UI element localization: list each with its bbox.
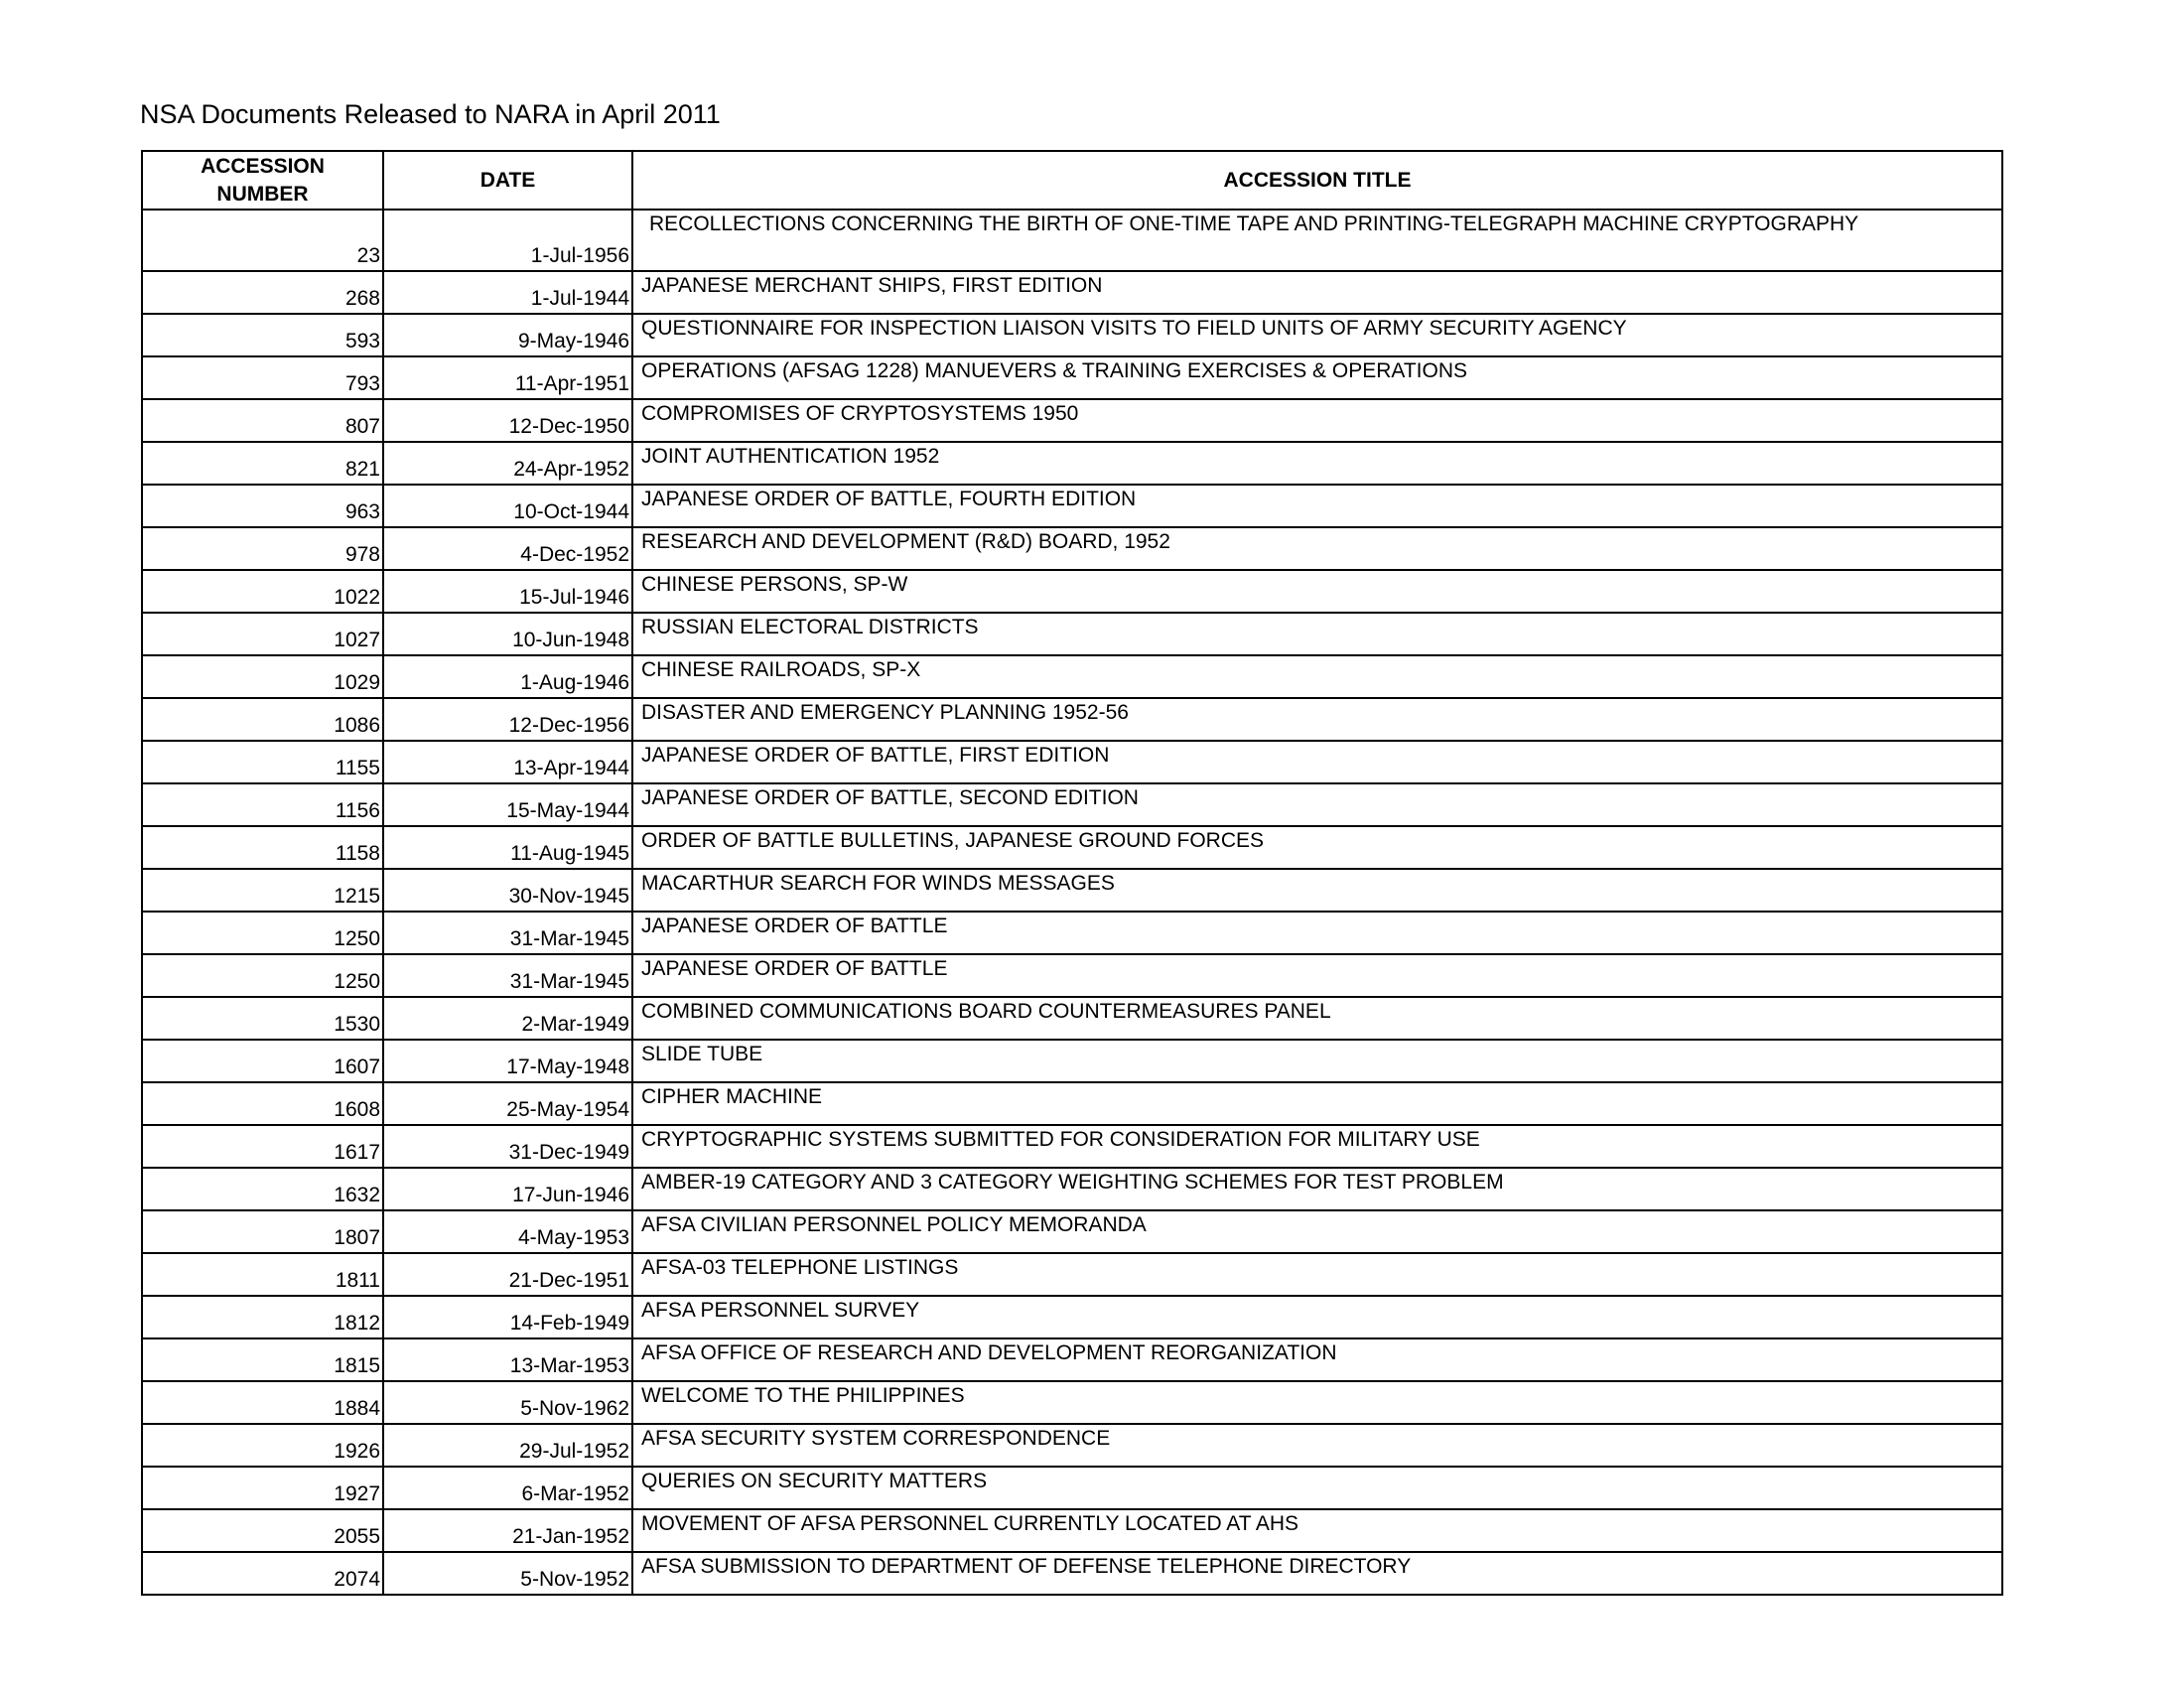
table-row [142,954,2002,997]
date-cell: 1-Jul-1944 [383,271,632,314]
table-row [142,1381,2002,1424]
accession-title-cell: RUSSIAN ELECTORAL DISTRICTS [632,613,2002,655]
accession-number-cell: 807 [142,399,383,442]
table-row [142,1467,2002,1509]
page-title: NSA Documents Released to NARA in April 2011 [140,99,721,129]
accession-number-cell: 793 [142,356,383,399]
accession-title-cell: JAPANESE ORDER OF BATTLE, FOURTH EDITION [632,485,2002,527]
accession-title-cell: AFSA SECURITY SYSTEM CORRESPONDENCE [632,1424,2002,1467]
accession-title-cell: AFSA SUBMISSION TO DEPARTMENT OF DEFENSE TELEPHONE DIRECTORY [632,1552,2002,1595]
accession-title-cell: JAPANESE MERCHANT SHIPS, FIRST EDITION [632,271,2002,314]
accession-number-cell: 1884 [142,1381,383,1424]
accession-title-cell: JOINT AUTHENTICATION 1952 [632,442,2002,485]
date-cell: 17-May-1948 [383,1040,632,1082]
date-cell: 2-Mar-1949 [383,997,632,1040]
date-cell: 6-Mar-1952 [383,1467,632,1509]
date-cell: 31-Mar-1945 [383,954,632,997]
accession-title-cell: JAPANESE ORDER OF BATTLE [632,912,2002,954]
accession-number-cell: 1632 [142,1168,383,1210]
accession-number-cell: 1027 [142,613,383,655]
date-cell: 1-Aug-1946 [383,655,632,698]
accession-title-cell: AFSA PERSONNEL SURVEY [632,1296,2002,1338]
date-cell: 15-May-1944 [383,783,632,826]
date-cell: 11-Aug-1945 [383,826,632,869]
accession-number-cell: 2055 [142,1509,383,1552]
header-accession-number: ACCESSION NUMBER [142,151,383,210]
accession-title-cell: MACARTHUR SEARCH FOR WINDS MESSAGES [632,869,2002,912]
accession-number-cell: 1250 [142,912,383,954]
table-row [142,210,2002,271]
accession-title-cell: CIPHER MACHINE [632,1082,2002,1125]
accession-title-cell: QUESTIONNAIRE FOR INSPECTION LIAISON VISITS TO FIELD UNITS OF ARMY SECURITY AGENCY [632,314,2002,356]
table-row [142,1253,2002,1296]
date-cell: 11-Apr-1951 [383,356,632,399]
accession-title-cell: QUERIES ON SECURITY MATTERS [632,1467,2002,1509]
date-cell: 15-Jul-1946 [383,570,632,613]
accession-title-cell: DISASTER AND EMERGENCY PLANNING 1952-56 [632,698,2002,741]
accession-title-cell: JAPANESE ORDER OF BATTLE, SECOND EDITION [632,783,2002,826]
header-accession-title: ACCESSION TITLE [632,151,2002,210]
table-row [142,783,2002,826]
date-cell: 24-Apr-1952 [383,442,632,485]
table-row [142,442,2002,485]
date-cell: 14-Feb-1949 [383,1296,632,1338]
date-cell: 17-Jun-1946 [383,1168,632,1210]
table-row [142,869,2002,912]
table-header-row [142,151,2002,210]
date-cell: 13-Mar-1953 [383,1338,632,1381]
accession-number-cell: 1156 [142,783,383,826]
table-row [142,1210,2002,1253]
date-cell: 21-Jan-1952 [383,1509,632,1552]
table-row [142,826,2002,869]
date-cell: 4-Dec-1952 [383,527,632,570]
accession-number-cell: 1250 [142,954,383,997]
accession-title-cell: JAPANESE ORDER OF BATTLE [632,954,2002,997]
accession-title-cell: COMPROMISES OF CRYPTOSYSTEMS 1950 [632,399,2002,442]
table-row [142,655,2002,698]
table-row [142,1040,2002,1082]
table-row [142,698,2002,741]
table-row [142,912,2002,954]
table-row [142,485,2002,527]
date-cell: 25-May-1954 [383,1082,632,1125]
date-cell: 12-Dec-1956 [383,698,632,741]
accession-number-cell: 1608 [142,1082,383,1125]
accession-title-cell: RESEARCH AND DEVELOPMENT (R&D) BOARD, 1952 [632,527,2002,570]
table-row [142,1424,2002,1467]
date-cell: 31-Mar-1945 [383,912,632,954]
accession-title-cell: SLIDE TUBE [632,1040,2002,1082]
date-cell: 31-Dec-1949 [383,1125,632,1168]
table-row [142,997,2002,1040]
accession-number-cell: 821 [142,442,383,485]
table-row [142,1168,2002,1210]
date-cell: 21-Dec-1951 [383,1253,632,1296]
date-cell: 9-May-1946 [383,314,632,356]
date-cell: 13-Apr-1944 [383,741,632,783]
accession-title-cell: AFSA OFFICE OF RESEARCH AND DEVELOPMENT REORGANIZATION [632,1338,2002,1381]
accession-title-cell: OPERATIONS (AFSAG 1228) MANUEVERS & TRAINING EXERCISES & OPERATIONS [632,356,2002,399]
accession-number-cell: 1158 [142,826,383,869]
accession-title-cell: CRYPTOGRAPHIC SYSTEMS SUBMITTED FOR CONSIDERATION FOR MILITARY USE [632,1125,2002,1168]
accession-number-cell: 1155 [142,741,383,783]
accession-number-cell: 268 [142,271,383,314]
table-row [142,399,2002,442]
accession-number-cell: 1811 [142,1253,383,1296]
table-row [142,527,2002,570]
accession-title-cell: JAPANESE ORDER OF BATTLE, FIRST EDITION [632,741,2002,783]
accession-title-cell: CHINESE RAILROADS, SP-X [632,655,2002,698]
accession-number-cell: 1926 [142,1424,383,1467]
accession-title-cell: WELCOME TO THE PHILIPPINES [632,1381,2002,1424]
accession-number-cell: 1807 [142,1210,383,1253]
accession-number-cell: 1815 [142,1338,383,1381]
date-cell: 30-Nov-1945 [383,869,632,912]
table-row [142,1509,2002,1552]
accession-table [141,150,2003,1596]
table-row [142,1338,2002,1381]
date-cell: 10-Oct-1944 [383,485,632,527]
accession-number-cell: 1215 [142,869,383,912]
accession-number-cell: 963 [142,485,383,527]
accession-number-cell: 978 [142,527,383,570]
accession-title-cell: MOVEMENT OF AFSA PERSONNEL CURRENTLY LOCATED AT AHS [632,1509,2002,1552]
accession-number-cell: 1086 [142,698,383,741]
accession-number-cell: 1530 [142,997,383,1040]
date-cell: 5-Nov-1952 [383,1552,632,1595]
date-cell: 10-Jun-1948 [383,613,632,655]
accession-number-cell: 1812 [142,1296,383,1338]
accession-number-cell: 593 [142,314,383,356]
date-cell: 4-May-1953 [383,1210,632,1253]
table-row [142,271,2002,314]
accession-title-cell: CHINESE PERSONS, SP-W [632,570,2002,613]
table-row [142,1125,2002,1168]
table-row [142,570,2002,613]
table-row [142,356,2002,399]
accession-title-cell: AFSA-03 TELEPHONE LISTINGS [632,1253,2002,1296]
accession-title-cell: AFSA CIVILIAN PERSONNEL POLICY MEMORANDA [632,1210,2002,1253]
date-cell: 1-Jul-1956 [383,210,632,271]
accession-title-cell: COMBINED COMMUNICATIONS BOARD COUNTERMEASURES PANEL [632,997,2002,1040]
table-row [142,314,2002,356]
accession-number-cell: 1029 [142,655,383,698]
accession-title-cell: ORDER OF BATTLE BULLETINS, JAPANESE GROUND FORCES [632,826,2002,869]
accession-number-cell: 1617 [142,1125,383,1168]
accession-number-cell: 23 [142,210,383,271]
accession-title-cell: AMBER-19 CATEGORY AND 3 CATEGORY WEIGHTING SCHEMES FOR TEST PROBLEM [632,1168,2002,1210]
table-row [142,1552,2002,1595]
table-row [142,1082,2002,1125]
date-cell: 29-Jul-1952 [383,1424,632,1467]
table-row [142,741,2002,783]
table-body [142,210,2002,1595]
header-date: DATE [383,151,632,210]
date-cell: 12-Dec-1950 [383,399,632,442]
accession-number-cell: 2074 [142,1552,383,1595]
table-row [142,613,2002,655]
accession-number-cell: 1927 [142,1467,383,1509]
date-cell: 5-Nov-1962 [383,1381,632,1424]
table-row [142,1296,2002,1338]
accession-title-cell: RECOLLECTIONS CONCERNING THE BIRTH OF ONE-TIME TAPE AND PRINTING-TELEGRAPH MACHINE CRYPTOGRAPHY [632,210,2002,271]
accession-number-cell: 1022 [142,570,383,613]
accession-number-cell: 1607 [142,1040,383,1082]
